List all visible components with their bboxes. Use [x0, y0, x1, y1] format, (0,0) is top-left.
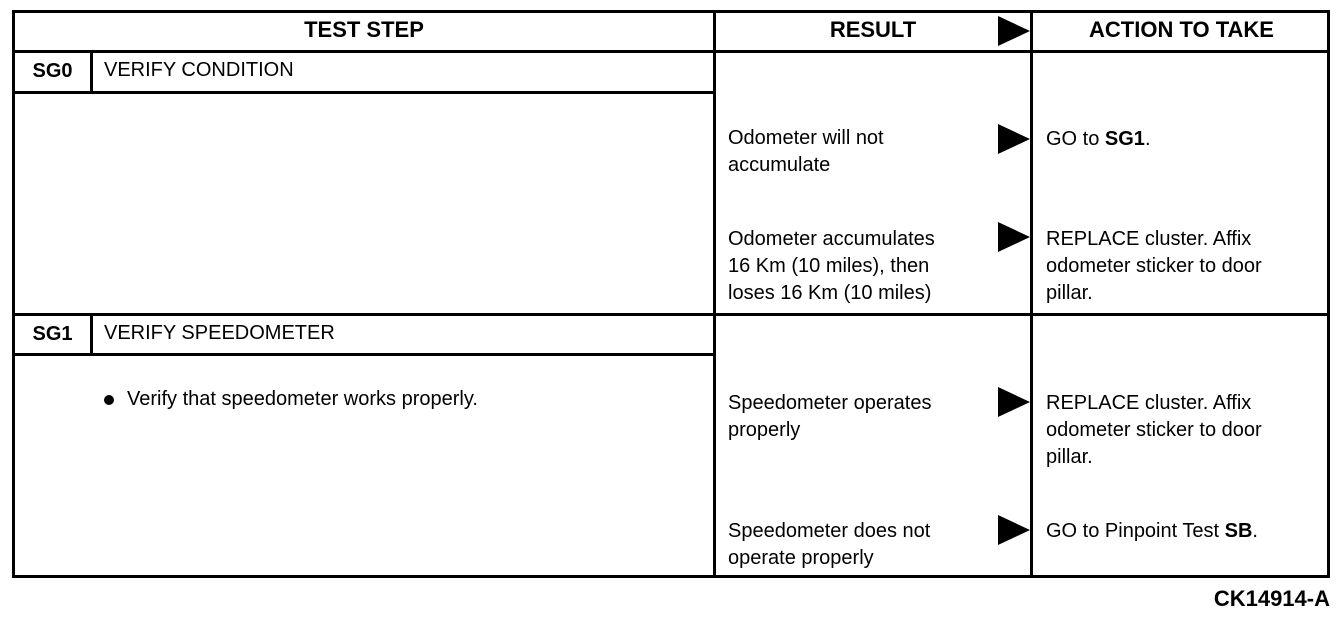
arrow-icon — [998, 515, 1030, 545]
sg0-action-1: GO to SG1. — [1046, 128, 1151, 150]
sg1-title: VERIFY SPEEDOMETER — [104, 322, 335, 344]
bullet-icon — [104, 395, 114, 405]
figure-id: CK14914-A — [1213, 586, 1330, 611]
header-action: ACTION TO TAKE — [1089, 17, 1274, 42]
sg0-result-1: Odometer will not accumulate — [728, 127, 884, 176]
arrow-icon — [998, 387, 1030, 417]
section-divider — [12, 313, 1330, 316]
sg1-bullet-text: Verify that speedometer works properly. — [127, 388, 478, 410]
sg1-action-1: REPLACE cluster. Affix odometer sticker to door pillar. — [1046, 392, 1262, 468]
header-test-step: TEST STEP — [304, 17, 424, 42]
sg1-code: SG1 — [32, 323, 73, 345]
arrow-icon — [998, 222, 1030, 252]
header-divider — [12, 50, 1330, 53]
sg0-result-2: Odometer accumulates 16 Km (10 miles), then loses 16 Km (10 miles) — [728, 228, 935, 304]
sg1-result-1: Speedometer operates properly — [728, 392, 932, 441]
sg0-code-divider — [90, 50, 93, 93]
column-divider-result-action — [1030, 10, 1033, 578]
sg1-action-2: GO to Pinpoint Test SB. — [1046, 520, 1258, 542]
sg0-action-2: REPLACE cluster. Affix odometer sticker to door pillar. — [1046, 228, 1262, 304]
sg1-title-divider — [12, 353, 716, 356]
sg1-result-2: Speedometer does not operate properly — [728, 520, 931, 569]
arrow-icon — [998, 124, 1030, 154]
sg0-code: SG0 — [32, 60, 73, 82]
column-divider-test-result — [713, 10, 716, 578]
header-result: RESULT — [829, 17, 917, 42]
sg0-title-divider — [12, 91, 716, 94]
sg1-code-divider — [90, 313, 93, 355]
header-arrow-icon — [998, 16, 1030, 46]
sg0-title: VERIFY CONDITION — [104, 59, 294, 81]
